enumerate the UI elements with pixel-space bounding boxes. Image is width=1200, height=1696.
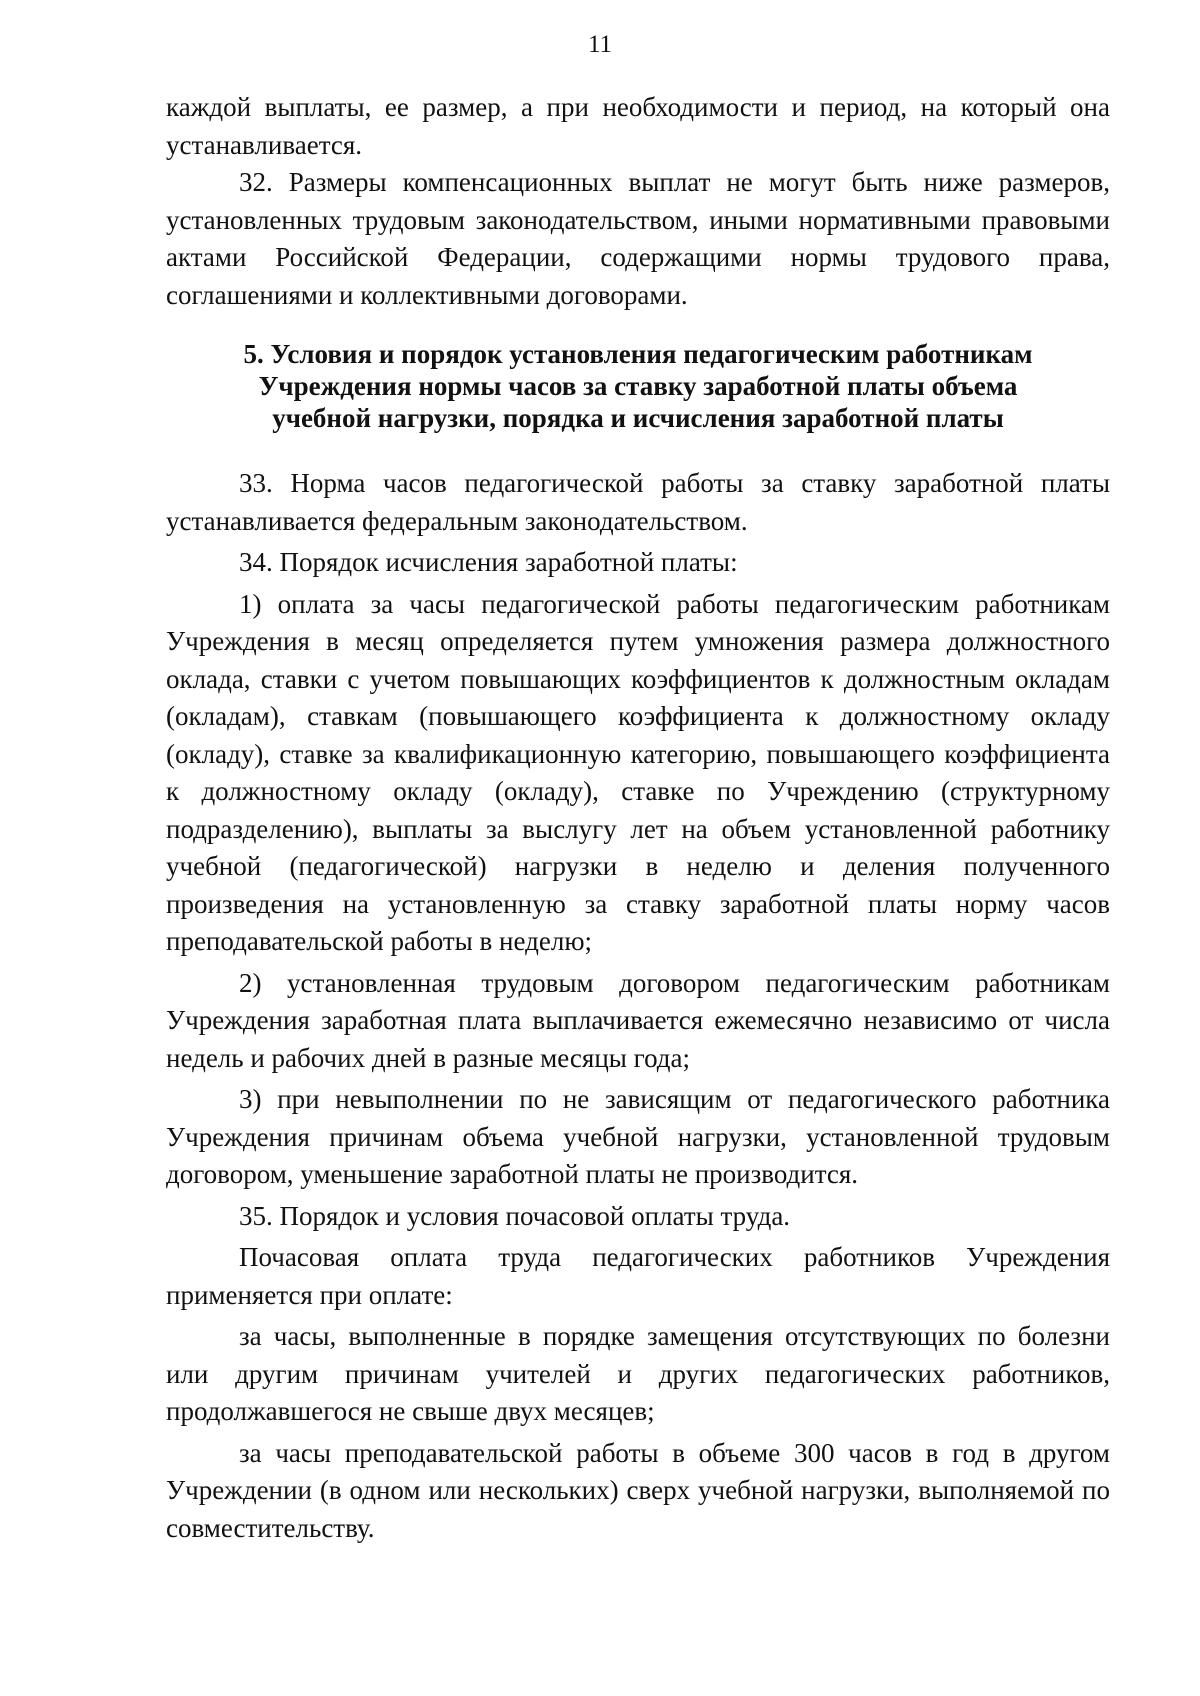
paragraph-hourly-pay: Почасовая оплата труда педагогических работников Учреждения применяется при оплате: xyxy=(166,1242,1110,1310)
paragraph-substitution-hours: за часы, выполненные в порядке замещения отсутствующих по болезни или другим причинам учителей и других педагогических работников, продолжавшегося не свыше двух месяцев; xyxy=(166,1321,1110,1426)
paragraph-teaching-hours: за часы преподавательской работы в объеме 300 часов в год в другом Учреждении (в одном или нескольких) сверх учебной нагрузки, выполняемой по совместительству. xyxy=(166,1437,1110,1543)
paragraph-33: 33. Норма часов педагогической работы за ставку заработной платы устанавливается федеральным законодательством. xyxy=(166,468,1110,536)
paragraph-34: 34. Порядок исчисления заработной платы: xyxy=(239,547,738,577)
list-item-1: 1) оплата за часы педагогической работы педагогическим работникам Учреждения в месяц определяется путем умножения размера должностного оклада, ставки с учетом повышающих коэффициентов к должностным окладам (окладам), ставкам (повышающего коэффициента к должностному окладу (окладу), ставке за квалификационную категорию, повышающего коэффициента к должностному окладу (окладу), ставке по Учреждению (структурному подразделению), выплаты за выслугу лет на объем установленной работнику учебной (педагогической) нагрузки в неделю и деления полученного произведения на установленную за ставку заработной платы норму часов преподавательской работы в неделю; xyxy=(166,588,1110,956)
page-number: 11 xyxy=(587,31,613,58)
paragraph-continuation: каждой выплаты, ее размер, а при необходимости и период, на который она устанавливается. xyxy=(166,92,1110,160)
document-body xyxy=(166,89,1110,1547)
paragraph-32: 32. Размеры компенсационных выплат не могут быть ниже размеров, установленных трудовым законодательством, иными нормативными правовыми актами Российской Федерации, содержащими нормы трудового права, соглашениями и коллективными договорами. xyxy=(166,167,1110,310)
list-item-3: 3) при невыполнении по не зависящим от педагогического работника Учреждения причинам объема учебной нагрузки, установленной трудовым договором, уменьшение заработной платы не производится. xyxy=(166,1084,1110,1189)
section-heading: 5. Условия и порядок установления педагогическим работникам Учреждения нормы часов за ставку заработной платы объема учебной нагрузки, порядка и исчисления заработной платы xyxy=(243,339,1033,433)
paragraph-35: 35. Порядок и условия почасовой оплаты труда. xyxy=(239,1200,791,1231)
list-item-2: 2) установленная трудовым договором педагогическим работникам Учреждения заработная плата выплачивается ежемесячно независимо от числа недель и рабочих дней в разные месяцы года; xyxy=(166,967,1110,1073)
